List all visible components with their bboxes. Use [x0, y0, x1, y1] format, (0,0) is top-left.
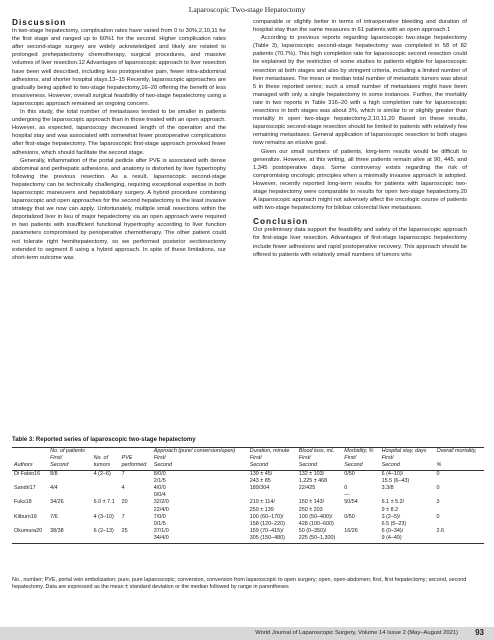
table-cell: [48, 507, 92, 514]
table-body: [12, 470, 484, 543]
table-header-cell: First/: [381, 455, 394, 462]
table-cell: 132 ± 103/: [298, 470, 325, 477]
table-cell: —: [344, 492, 350, 499]
table-cell: [434, 492, 484, 499]
table-header-cell: First/: [344, 455, 357, 462]
table-header-row: [12, 455, 484, 462]
table-row: [12, 535, 484, 543]
table-caption: Table 3: Reported series of laparoscopic two-stage hepatectomy: [12, 437, 196, 443]
table-row: [12, 507, 484, 514]
table-header-cell: Morbidity, %: [342, 448, 379, 456]
table-header-cell: No. of patients: [48, 448, 92, 456]
table-row: [12, 478, 484, 485]
discussion-paragraph-6: Given our small numbers of patients, long-term results would be difficult to generalize. However, at this writing, all three patients remain alive at 90, 445, and 1,345 postoperative days. Some controversy exists regarding the risk of compromising oncologic principles when a minimally invasive approach is adopted. However, recently reported long-term results for patients with laparoscopic two-stage hepatectomy were comparable to results for open two-stage hepatectomy.20 A laparoscopic approach might not adversely affect the oncologic course of patients with two-stage hepatectomy for bilobar colorectal liver metastases.: [253, 148, 467, 212]
table-cell: [12, 478, 48, 485]
table-cell: [120, 535, 152, 543]
table-header-row: [12, 448, 484, 456]
table-cell: 4/4: [50, 485, 58, 492]
table-cell: 38/38: [50, 528, 64, 535]
table-cell: 100 (60–170)/: [249, 513, 284, 520]
table-cell: 50 (0–350)/: [298, 528, 327, 535]
table-cell: [434, 507, 484, 514]
table-cell: 0: [344, 485, 348, 492]
table-cell: 139 ± 45/: [249, 470, 273, 477]
table-header-cell: Second: [380, 462, 435, 470]
table-cell: 3.3/8: [381, 485, 394, 492]
table-cell: 305 (150–480): [248, 535, 297, 543]
table-cell: [342, 535, 379, 543]
table-cell: 0/1/5: [153, 521, 166, 528]
table-cell: 100 (50–400)/: [298, 513, 333, 520]
table-cell: 428 (100–600): [298, 521, 334, 528]
conclusion-paragraph: Our preliminary data support the feasibility and safety of the laparoscopic approach for first-stage liver resection. Advantages of first-stage laparoscopic hepatectomy include fewer adhesions and rapid postoperative recovery. This approach should be offered to patients with relatively small numbers of tumors who: [253, 227, 467, 258]
table-cell: 16/26: [344, 528, 358, 535]
table-cell: 6 (0–34)/: [381, 528, 404, 535]
table-cell: 7: [121, 470, 125, 477]
table-cell: 210 ± 114/: [249, 499, 275, 506]
table-cell: 2/1/5: [153, 477, 166, 484]
table-cell: 225 (50–1,300): [297, 535, 343, 543]
table-cell: [12, 521, 48, 528]
page-footer: [0, 627, 494, 640]
table-header-cell: Blood loss, mL: [297, 448, 343, 456]
table-cell: [12, 507, 48, 514]
table-cell: [48, 521, 92, 528]
table-cell: Fuks18: [14, 499, 32, 506]
table-cell: [120, 521, 152, 528]
table-cell: 20: [121, 499, 128, 506]
table-cell: [434, 521, 484, 528]
table-cell: 7/6: [50, 513, 58, 520]
table-cell: 0: [436, 470, 440, 477]
table-cell: 34/4/0: [152, 535, 248, 543]
table-cell: [120, 492, 152, 499]
left-column: [12, 18, 226, 262]
table-cell: [120, 478, 152, 485]
table-header-cell: tumors: [92, 462, 120, 470]
table-cell: Sandri17: [14, 485, 36, 492]
table-cell: 6 (2–13): [93, 528, 114, 535]
table-cell: [92, 478, 120, 485]
table-cell: 15.5 (6–43): [381, 477, 410, 484]
page-number: 93: [475, 628, 484, 637]
table-cell: [434, 535, 484, 543]
table-cell: [48, 492, 92, 499]
table-cell: [48, 478, 92, 485]
table-cell: 3 (2–5)/: [381, 513, 401, 520]
table-cell: 159 (70–415)/: [249, 528, 284, 535]
table-cell: 32/2/0: [153, 499, 169, 506]
table-cell: 4/0/0: [153, 485, 166, 492]
table-cell: 6.0 ± 7.1: [93, 499, 115, 506]
table-cell: [12, 535, 48, 543]
table-header-cell: First/: [249, 455, 262, 462]
table-cell: 0/50: [344, 470, 355, 477]
table-header-cell: Approach (pure/ conversion/open): [152, 448, 248, 456]
table-header-cell: [92, 448, 120, 456]
table-cell: [248, 492, 297, 499]
table-header-cell: [12, 448, 48, 456]
reported-series-table: [12, 447, 484, 544]
table-cell: 2.6: [436, 528, 444, 535]
table-cell: [12, 492, 48, 499]
table-row: [12, 499, 484, 506]
discussion-paragraph-5: According to previous reports regarding laparoscopic two-stage hepatectomy (Table 3), laparoscopic second-stage hepatectomy was completed in 58 of 82 patients (70.7%). This high completion rate for laparoscopic second resection could be explained by the restriction of some studies to patients eligible for laparoscopic resection at both stages and also by stringent criteria, including a limited number of liver metastases. The mean or median total number of metastatic tumors was about 5 in these reported series; such a small number of metastases might have been managed with only a single hepatectomy in some instances. Further, the mortality rate in two reports in Table 316–20 with a high completion rate for laparoscopic resections in both stages was about 3%, which is similar to or slightly greater than mortality in open two-stage hepatectomy.2,10,11,20 Based on these results, laparoscopic second-stage resection should be limited to patients with relatively few remaining metastases. General application of laparoscopic resection to both stages now remains an elusive goal.: [253, 35, 467, 147]
table-header-cell: Second: [248, 462, 297, 470]
table-cell: 189/304: [249, 485, 270, 492]
table-cell: 250 ± 139: [249, 506, 274, 513]
table-row: [12, 521, 484, 528]
table-row: [12, 470, 484, 478]
table-cell: 0: [436, 513, 440, 520]
table-header-row: [12, 462, 484, 470]
table-cell: 6.5 (5–23): [381, 521, 407, 528]
table-header-cell: First/: [298, 455, 311, 462]
table-cell: 0/50: [344, 513, 355, 520]
table-row: [12, 514, 484, 521]
table-cell: 8/0/0: [153, 470, 166, 477]
table-footnote: No., number; PVE, portal vein embolization; pure, pure laparoscopic; conversion, conversion from laparoscopic to open surgery; open, open-abdomen; first, first hepatectomy; second, second hepatectomy. Data are expressed as the mean ± standard deviation or the median followed by range in parentheses: [12, 577, 467, 591]
table-cell: [92, 507, 120, 514]
discussion-paragraph-4: comparable or slightly better in terms of intraoperative bleeding and duration of hospital stay than the same measures in 61 patients with an open approach.1: [253, 19, 467, 34]
table-header-cell: No. of: [93, 455, 109, 462]
table-cell: 25: [121, 528, 128, 535]
table-cell: 0/0/4: [153, 492, 166, 499]
table-row: [12, 528, 484, 535]
discussion-heading: Discussion: [12, 17, 67, 27]
table-cell: 1,225 ± 468: [298, 477, 328, 484]
table-cell: [92, 535, 120, 543]
table-cell: 6.1 ± 5.2/: [381, 499, 405, 506]
table-cell: [92, 492, 120, 499]
table-row: [12, 492, 484, 499]
table-header-cell: Authors: [12, 462, 48, 470]
table-header-cell: performed: [120, 462, 152, 470]
conclusion-heading: Conclusion: [253, 216, 309, 227]
table-header-cell: [12, 455, 48, 462]
footer-journal-citation: World Journal of Laparoscopic Surgery, Volume 14 Issue 2 (May–August 2021): [255, 630, 458, 636]
table-header-cell: %: [434, 462, 484, 470]
table-cell: 3: [436, 499, 440, 506]
right-column: [253, 18, 467, 259]
table-cell: [92, 521, 120, 528]
table-cell: [92, 485, 120, 492]
table-cell: 7: [121, 513, 125, 520]
table-header-cell: Second: [48, 462, 92, 470]
table-cell: [297, 492, 343, 499]
table-cell: 50/54: [344, 499, 358, 506]
table-cell: Okumura20: [14, 528, 43, 535]
table-cell: 8/8: [50, 470, 58, 477]
table-header-cell: [120, 448, 152, 456]
table-cell: [342, 521, 379, 528]
table-cell: 158 (120–220): [249, 521, 285, 528]
table-cell: 250 ± 203: [298, 506, 323, 513]
table-cell: 0: [436, 485, 440, 492]
table-cell: [434, 478, 484, 485]
discussion-paragraph-3: Generally, inflammation of the portal pedicle after PVE is associated with dense abdominal and perihepatic adhesions, and anatomy is distorted by liver hypertrophy following the previous resection. As a result, laparoscopic second-stage hepatectomy can be technically challenging, requiring exceptional expertise in both laparoscopic maneuvers and hepatobiliary surgery. A hybrid procedure combining laparoscopic and open approaches for the second hepatectomy is the least invasive strategy that we now can apply. Unfortunately, multiple small resections within the deportalized liver in lieu of major hepatectomy via an open approach were required in two patients with insufficient functional hypertrophy according to liver function parameters compromised by perioperative chemotherapy. The other patient could not tolerate right hemihepatectomy, so we performed posterior sectionectomy extended to segment 8 using a hybrid approach. In spite of these limitations, our short-term outcome was: [12, 157, 226, 261]
table-cell: 4: [121, 485, 125, 492]
table-cell: 9 (4–49): [380, 535, 435, 543]
table-cell: 9 ± 8.2: [381, 506, 399, 513]
table-header-cell: Overall mortality,: [434, 448, 484, 456]
discussion-paragraph-1: In two-stage hepatectomy, complication rates have varied from 0 to 30%,2,10,11 for the first stage and ranged up to 60%1 for the second. Higher complication rates after second-stage surgery are widely acknowledged and likely are related to prolonged prehepatectomy chemotherapy, surgical procedures, and massive volumes of liver resection.12 Advantages of laparoscopic approach to liver resection have been well described, including less postoperative pain, fewer intra-abdominal adhesions, and shorter hospital stays.13–15 Recently, laparoscopic approaches are gradually being applied to two-stage hepatectomy,16–20 offering the benefit of less invasiveness. However, overall surgical feasibility of two-stage hepatectomy using a laparoscopic approach remained an ongoing concern.: [12, 28, 226, 107]
table-header-cell: Second: [342, 462, 379, 470]
table-cell: 7/0/0: [153, 513, 166, 520]
table-cell: [380, 492, 435, 499]
table-header-cell: Hospital stay, days: [380, 448, 435, 456]
table-cell: 4 (2–6): [93, 470, 111, 477]
table-cell: [342, 478, 379, 485]
table-cell: 6 (4–10)/: [381, 470, 404, 477]
table-header-cell: Duration, minute: [248, 448, 297, 456]
table-header-cell: PVE: [121, 455, 133, 462]
table-cell: Di Fabio16: [14, 470, 41, 477]
table-cell: 22/4/0: [153, 506, 169, 513]
table-cell: 22/425: [298, 485, 316, 492]
table-header-cell: Second: [152, 462, 248, 470]
table-cell: 37/1/0: [153, 528, 169, 535]
table-cell: 4 (3–10): [93, 513, 114, 520]
table-cell: 243 ± 85: [249, 477, 271, 484]
table-cell: [120, 507, 152, 514]
table-cell: [48, 535, 92, 543]
table-header-cell: First/: [50, 455, 63, 462]
table-header-cell: [434, 455, 484, 462]
table-cell: [342, 507, 379, 514]
table-cell: Kilburn19: [14, 513, 37, 520]
table-cell: 150 ± 143/: [298, 499, 325, 506]
discussion-paragraph-2: In this study, the total number of metastases tended to be smaller in patients undergoing the laparoscopic approach than in those treated with an open approach. However, as expected, laparoscopy decreased length of the operation and the hospital stay and was associated with somewhat fewer postoperative complications after first-stage hepatectomy. The laparoscopic first-stage approach provoked fewer adhesions, which should facilitate the second stage.: [12, 109, 226, 156]
table-header-cell: Second: [297, 462, 343, 470]
running-head: Laparoscopic Two-stage Hepatectomy: [188, 5, 306, 14]
table-row: [12, 485, 484, 492]
table-header-cell: First/: [153, 455, 166, 462]
table-cell: 34/26: [50, 499, 64, 506]
